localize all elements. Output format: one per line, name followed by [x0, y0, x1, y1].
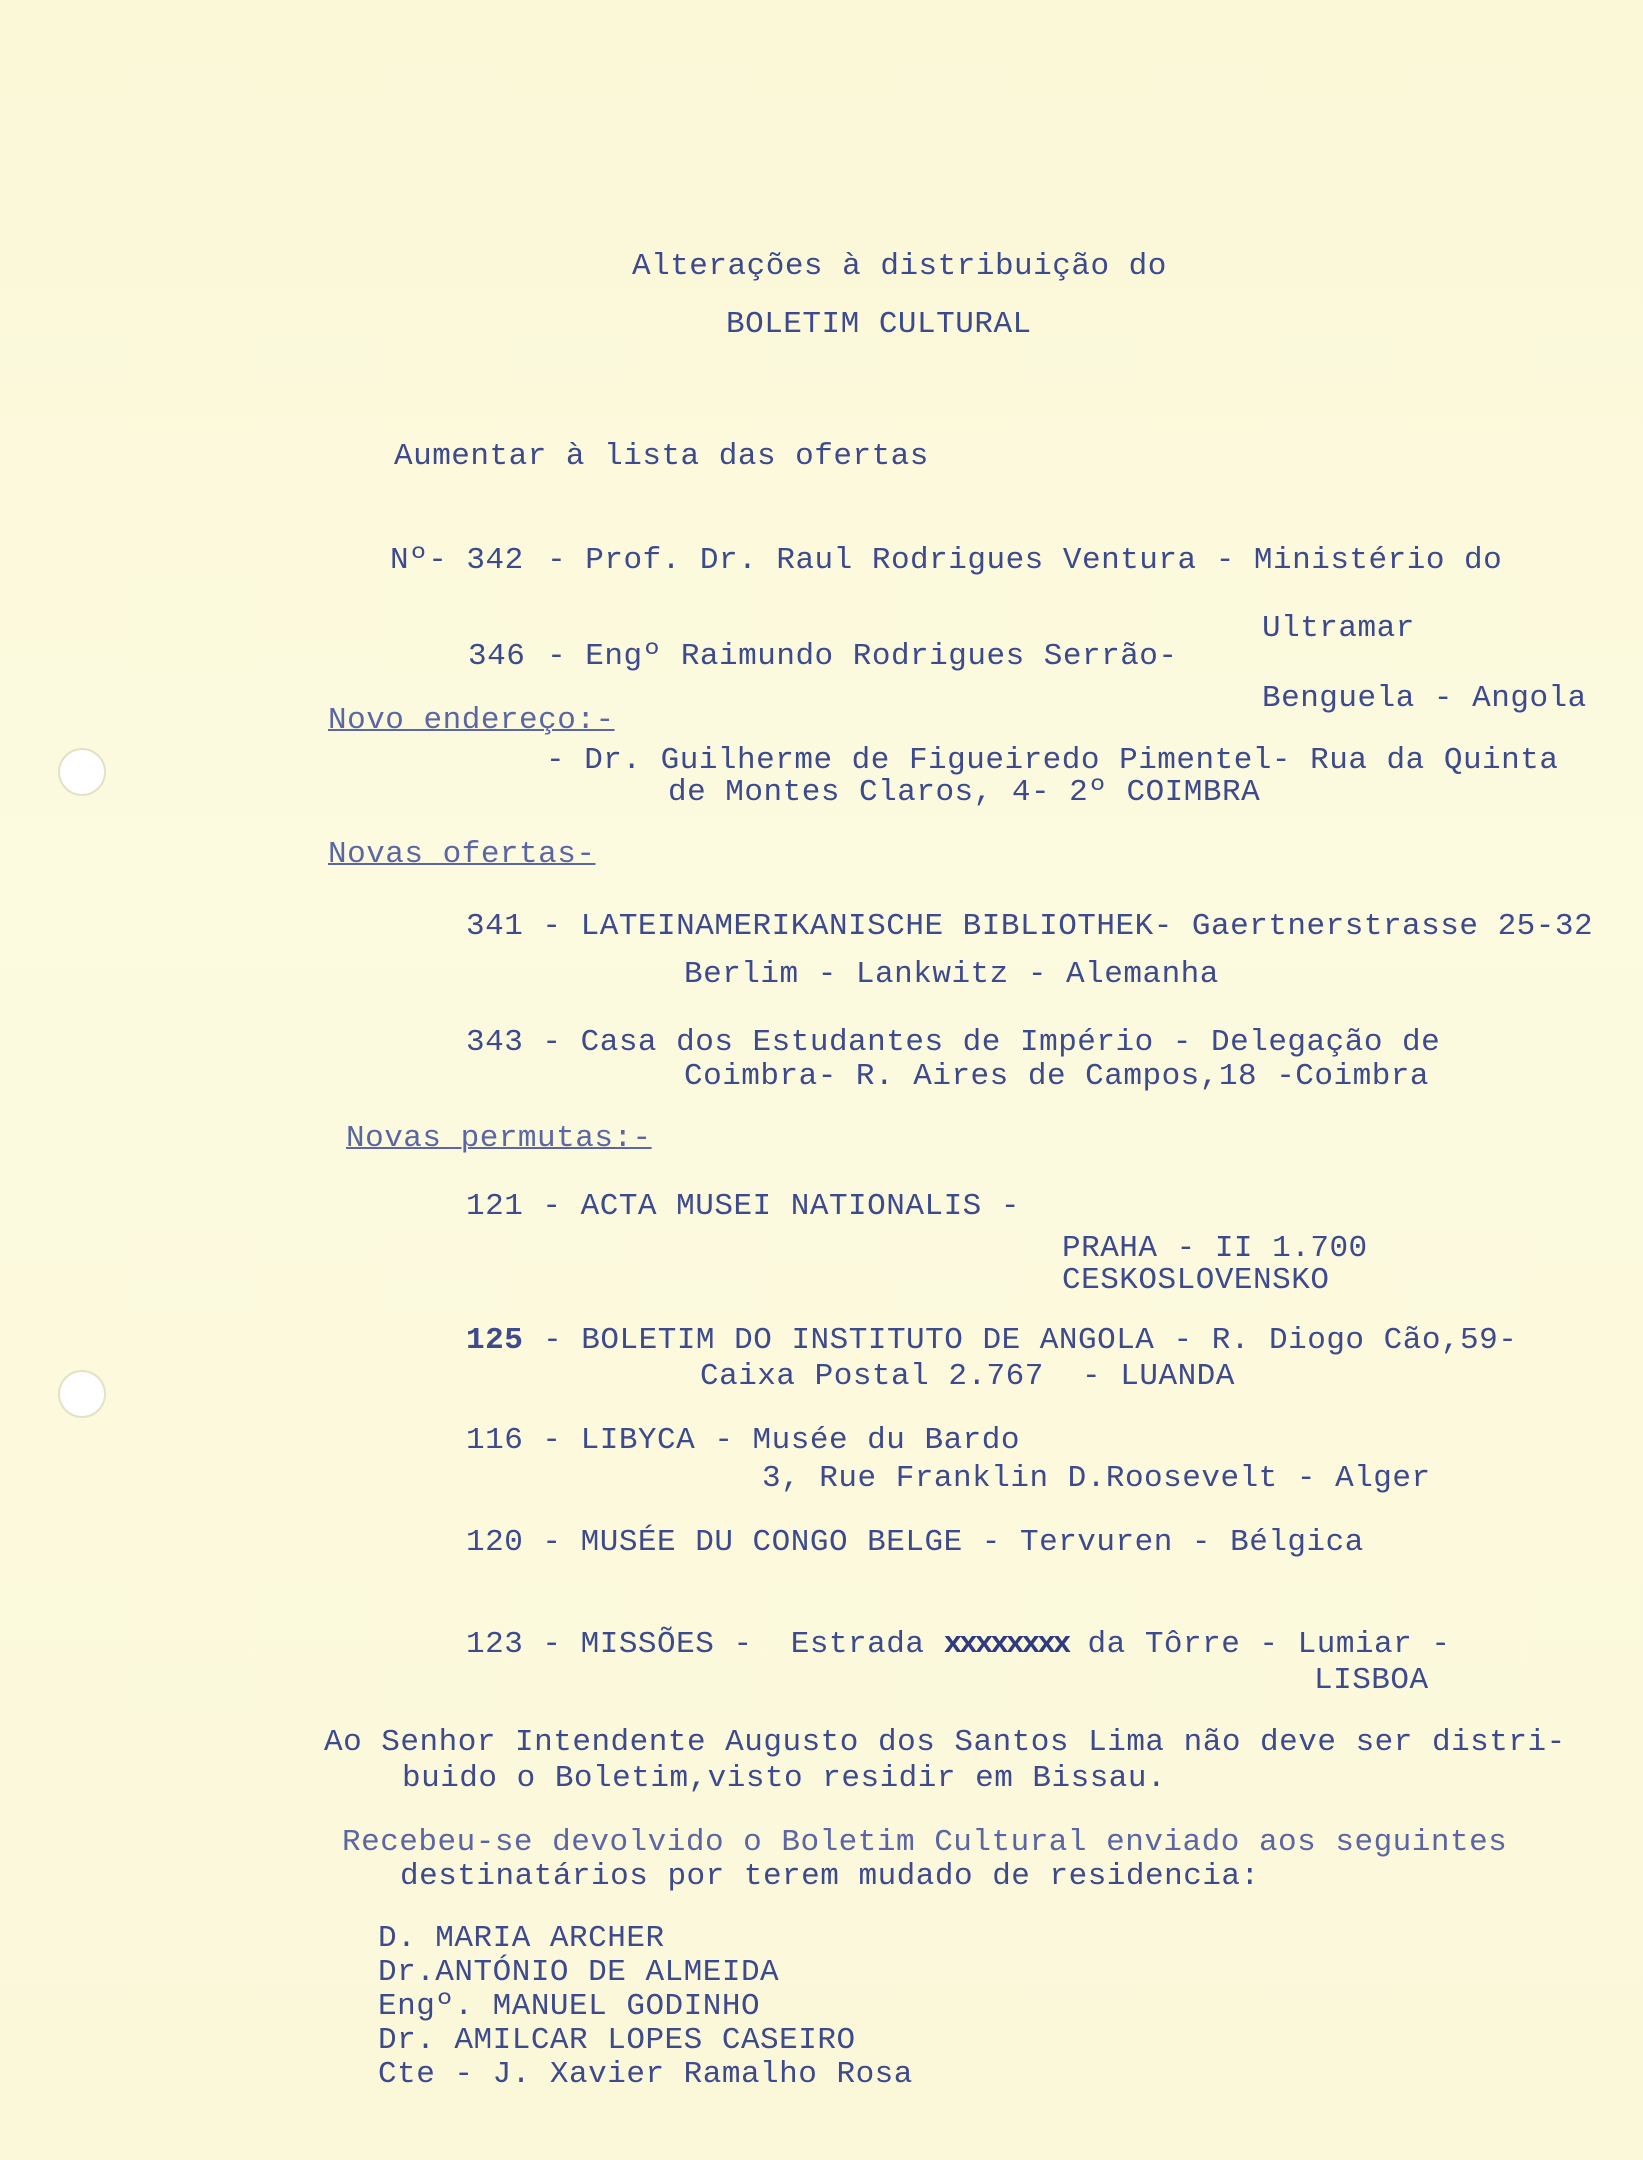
entry-346-cont: Benguela - Angola [1262, 681, 1587, 716]
permuta-120-line-1: 120 - MUSÉE DU CONGO BELGE - Tervuren - Bélgica [466, 1525, 1364, 1560]
permuta-123-struck: xxxxxxxx [943, 1627, 1069, 1662]
notice-line-1: Ao Senhor Intendente Augusto dos Santos Lima não deve ser distri- [324, 1725, 1566, 1760]
permuta-123-line-2: LISBOA [1314, 1663, 1429, 1698]
entry-342-number: Nº- 342 [390, 543, 524, 578]
returned-name: Dr.ANTÓNIO DE ALMEIDA [378, 1955, 780, 1990]
returned-name: Cte - J. Xavier Ramalho Rosa [378, 2057, 913, 2092]
oferta-343-line-2: Coimbra- R. Aires de Campos,18 -Coimbra [684, 1059, 1430, 1094]
endereco-line-1: - Dr. Guilherme de Figueiredo Pimentel- Rua da Quinta [546, 743, 1559, 778]
permuta-116-line-2: 3, Rue Franklin D.Roosevelt - Alger [762, 1461, 1431, 1496]
oferta-341-line-1: 341 - LATEINAMERIKANISCHE BIBLIOTHEK- Gaertnerstrasse 25-32 [466, 909, 1594, 944]
entry-346-number: 346 [468, 639, 526, 674]
permuta-125-line-1: - BOLETIM DO INSTITUTO DE ANGOLA - R. Diogo Cão,59- [524, 1323, 1518, 1358]
oferta-343-line-1: 343 - Casa dos Estudantes de Império - Delegação de [466, 1025, 1441, 1060]
novas-ofertas-heading: Novas ofertas- [328, 837, 596, 872]
permuta-121-line-2: PRAHA - II 1.700 [1062, 1231, 1368, 1266]
novas-permutas-heading: Novas permutas:- [346, 1121, 652, 1156]
permuta-123-line-1 [466, 1628, 1450, 1662]
entry-342-cont: Ultramar [1262, 611, 1415, 646]
permuta-123-line-1a: 123 - MISSÕES - Estrada [466, 1627, 944, 1662]
ofertas-heading: Aumentar à lista das ofertas [394, 439, 929, 474]
notice-line-2: buido o Boletim,visto residir em Bissau. [402, 1761, 1167, 1796]
permuta-123-line-1b: da Tôrre - Lumiar - [1068, 1627, 1451, 1662]
permuta-121-line-1: 121 - ACTA MUSEI NATIONALIS - [466, 1189, 1020, 1224]
returned-name: D. MARIA ARCHER [378, 1921, 665, 1956]
permuta-121-line-3: CESKOSLOVENSKO [1062, 1263, 1330, 1298]
permuta-116-line-1: 116 - LIBYCA - Musée du Bardo [466, 1423, 1020, 1458]
returned-line-2: destinatários por terem mudado de residencia: [400, 1859, 1260, 1894]
oferta-341-line-2: Berlim - Lankwitz - Alemanha [684, 957, 1219, 992]
endereco-line-2: de Montes Claros, 4- 2º COIMBRA [668, 775, 1261, 810]
permuta-125-number: 125 [466, 1323, 524, 1358]
entry-346-text: - Engº Raimundo Rodrigues Serrão- [528, 639, 1178, 674]
punch-hole-bottom [58, 1370, 106, 1418]
title-line-2: BOLETIM CULTURAL [726, 307, 1032, 342]
entry-342-text: - Prof. Dr. Raul Rodrigues Ventura - Ministério do [528, 543, 1503, 578]
permuta-125-line-2: Caixa Postal 2.767 - LUANDA [700, 1359, 1235, 1394]
punch-hole-top [58, 748, 106, 796]
returned-line-1: Recebeu-se devolvido o Boletim Cultural enviado aos seguintes [342, 1825, 1508, 1860]
title-line-1: Alterações à distribuição do [632, 249, 1167, 284]
returned-name: Engº. MANUEL GODINHO [378, 1989, 761, 2024]
returned-name: Dr. AMILCAR LOPES CASEIRO [378, 2023, 856, 2058]
endereco-heading: Novo endereço:- [328, 703, 615, 738]
